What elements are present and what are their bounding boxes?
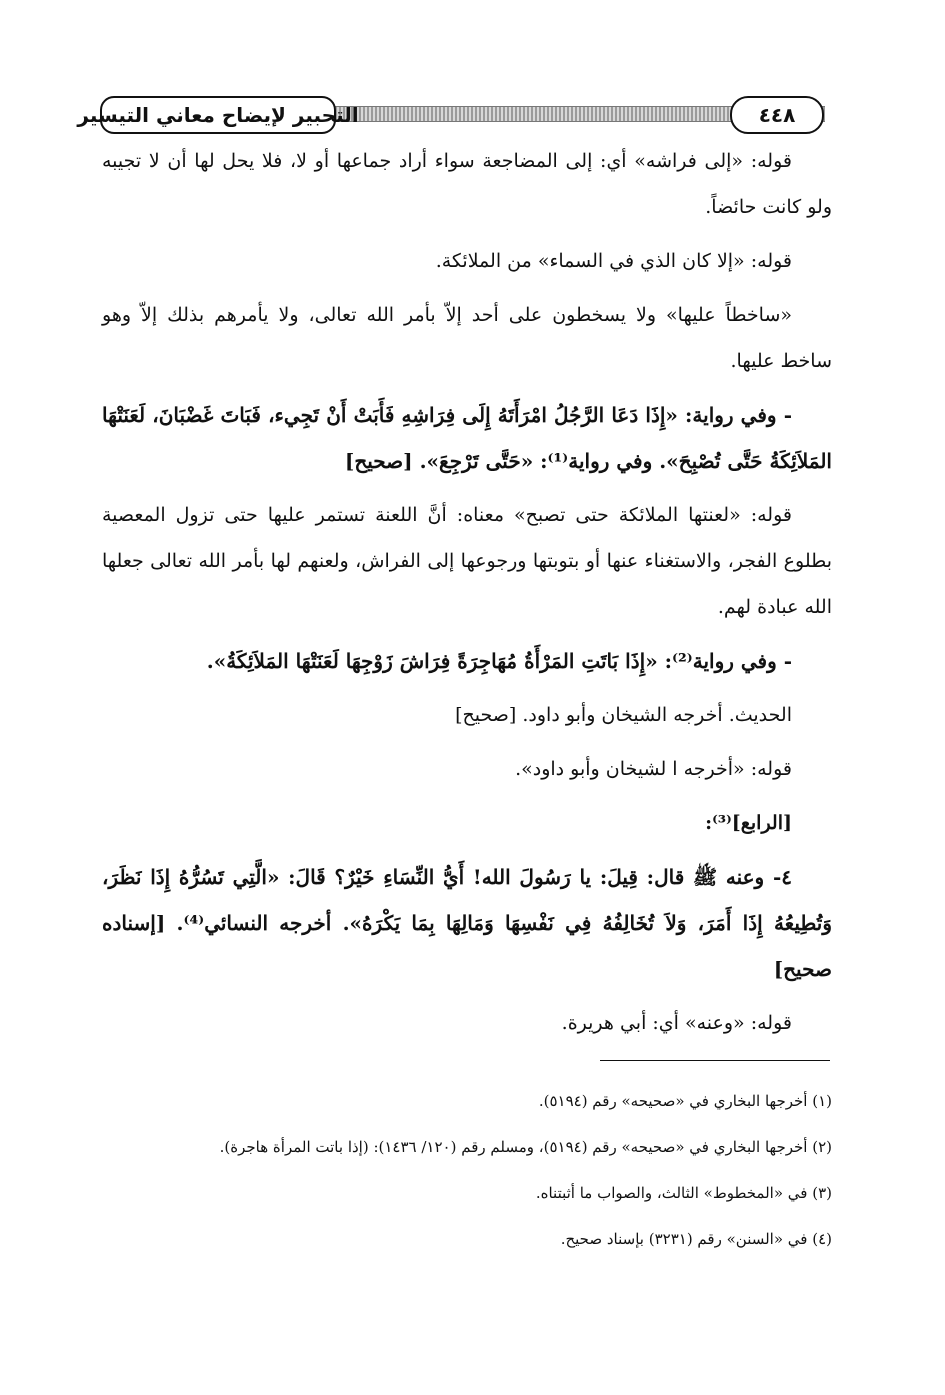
- paragraph: الحديث. أخرجه الشيخان وأبو داود. [صحيح]: [455, 704, 792, 726]
- hadith-paragraph: - وفي رواية⁽²⁾: «إِذَا بَاتَتِ المَرْأَةُ مُهَاجِرَةً فِرَاشَ زَوْجِهَا لَعَنَتْهَا المَلاَئِكَةُ».: [206, 649, 792, 673]
- page-number-frame: [730, 96, 824, 134]
- footnote: (٣) في «المخطوط» الثالث، والصواب ما أثبتناه.: [535, 1184, 832, 1202]
- paragraph: قوله: «لعنتها الملائكة حتى تصبح» معناه: أنَّ اللعنة تستمر عليها حتى تزول المعصية بطلوع الفجر، والاستغناء عنها أو بتوبتها ورجوعها إلى الفراش، ولعنهم لها بأمر الله تعالى جعلها الله عبادة لهم.: [102, 504, 832, 618]
- section-heading: [الرابع]⁽³⁾:: [705, 812, 792, 834]
- footnote: (٢) أخرجها البخاري في «صحيحه» رقم (٥١٩٤)، ومسلم رقم (١٢٠/ ١٤٣٦): (إذا باتت المرأة هاجرة).: [219, 1138, 832, 1156]
- footnotes: [102, 1090, 832, 1274]
- paragraph: قوله: «إلى فراشه» أي: إلى المضاجعة سواء أراد جماعها أو لا، فلا يحل لها أن لا تجيبه ولو كانت حائضاً.: [102, 150, 832, 218]
- footnote: (١) أخرجها البخاري في «صحيحه» رقم (٥١٩٤).: [538, 1092, 832, 1110]
- paragraph: قوله: «إلا كان الذي في السماء» من الملائكة.: [435, 250, 792, 272]
- hadith-paragraph: ٤- وعنه ﷺ قال: قِيلَ: يا رَسُولَ الله! أَيُّ النِّسَاءِ خَيْرٌ؟ قَالَ: «الَّتِي تَسُرُّهُ إِذَا نَظَرَ، وَتُطِيعُهُ إِذَا أَمَرَ، وَلاَ تُخَالِفُهُ فِي نَفْسِهَا وَمَالِهَا بِمَا يَكْرَهُ». أخرجه النسائي⁽⁴⁾. [إسناده صحيح]: [102, 865, 832, 981]
- header-title-frame: [77, 96, 359, 134]
- paragraph: قوله: «أخرجه ا لشيخان وأبو داود».: [515, 758, 792, 780]
- hadith-paragraph: - وفي رواية: «إِذَا دَعَا الرَّجُلُ امْرَأَتَهُ إِلَى فِرَاشِهِ فَأَبَتْ أَنْ تَجِيء، فَبَاتَ غَضْبَانَ، لَعَنَتْهَا المَلاَئِكَةُ حَتَّى تُصْبِحَ». وفي رواية⁽¹⁾: «حَتَّى تَرْجِعَ». [صحيح]: [102, 403, 832, 473]
- book-title: التحبير لإيضاح معاني التيسير: [77, 103, 359, 127]
- footnote-separator: [600, 1060, 830, 1061]
- paragraph: قوله: «وعنه» أي: أبي هريرة.: [561, 1012, 792, 1034]
- footnote: (٤) في «السنن» رقم (٣٢٣١) بإسناد صحيح.: [560, 1230, 832, 1248]
- paragraph: «ساخطاً عليها» ولا يسخطون على أحد إلاّ بأمر الله تعالى، ولا يأمرهم بذلك إلاّ وهو ساخط عليها.: [102, 304, 832, 372]
- running-header: [77, 92, 825, 140]
- page-number: ٤٤٨: [758, 103, 796, 127]
- main-text: [102, 138, 832, 1054]
